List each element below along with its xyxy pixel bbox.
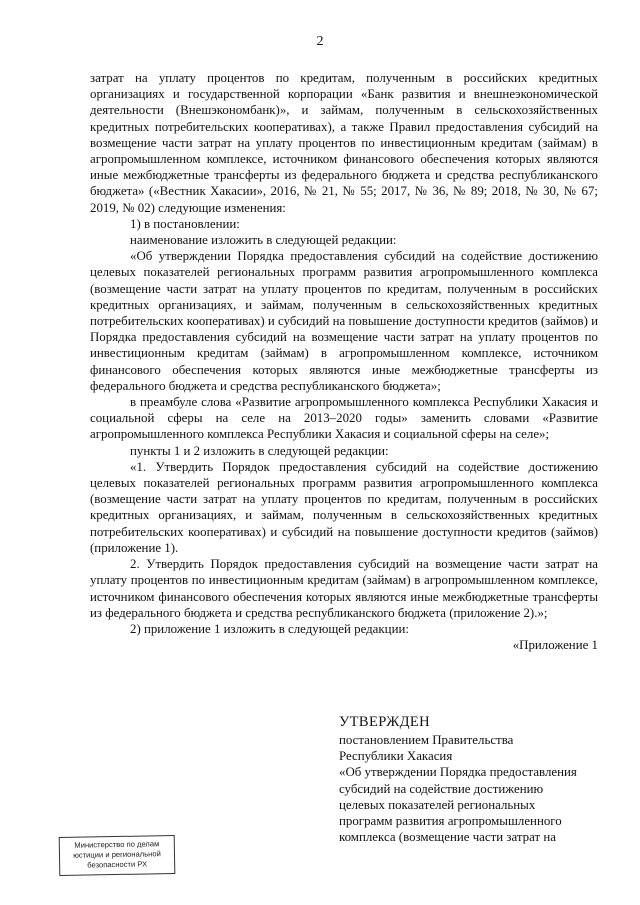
stamp-line: юстиции и региональной <box>73 849 161 860</box>
appendix-label: «Приложение 1 <box>512 638 598 653</box>
paragraph-intro: затрат на уплату процентов по кредитам, полученным в российских кредитных организациях и государственной корпорации «Банк развития и внешнеэкономической деятельности (Внешэкономбанк)», и займам, полученным в сельскохозяйственных кредитных потребительских кооперативах), а также Правил предоставления субсидий на возмещение части затрат на уплату процентов по инвестиционным кредитам (займам) в агропромышленном комплексе, источником финансового обеспечения которых являются иные межбюджетные трансферты из федерального бюджета и средства республиканского бюджета» («Вестник Хакасии», 2016, № 21, № 55; 2017, № 36, № 89; 2018, № 30, № 67; 2019, № 02) следующие изменения: <box>90 71 598 215</box>
stamp-line: Министерство по делам <box>74 839 160 850</box>
paragraph-title-change: наименование изложить в следующей редакции: <box>130 233 397 248</box>
approval-block <box>339 713 601 845</box>
paragraph-item-1: 1) в постановлении: <box>130 216 240 231</box>
approval-line: постановлением Правительства <box>339 733 514 747</box>
ministry-stamp <box>59 835 176 876</box>
paragraph-point-1: «1. Утвердить Порядок предоставления субсидий на содействие достижению целевых показателей региональных программ развития агропромышленного комплекса (возмещение части затрат на уплату процентов по кредитам, полученным в российских кредитных организациях, и займам, полученным в сельскохозяйственных кредитных потребительских кооперативах) и субсидий на повышение доступности кредитов (займов) (приложение 1). <box>90 459 598 555</box>
paragraph-preamble: в преамбуле слова «Развитие агропромышленного комплекса Республики Хакасия и социальной сферы на селе на 2013–2020 годы» заменить словами «Развитие агропромышленного комплекса Республики Хакасия и социальной сферы на селе»; <box>90 395 598 442</box>
page-number: 2 <box>316 34 324 49</box>
paragraph-new-title: «Об утверждении Порядка предоставления субсидий на содействие достижению целевых показателей региональных программ развития агропромышленного комплекса (возмещение части затрат на уплату процентов по кредитам, полученным в российских кредитных организациях, и займам, полученным в сельскохозяйственных кредитных потребительских кооперативах) и субсидий на повышение доступности кредитов (займов) и Порядка предоставления субсидий на возмещение части затрат на уплату процентов по инвестиционным кредитам (займам) в агропромышленном комплексе, источником финансового обеспечения которых являются иные межбюджетные трансферты из федерального бюджета и средства республиканского бюджета»; <box>90 249 598 393</box>
approval-line: целевых показателей региональных <box>339 797 536 812</box>
approval-line: программ развития агропромышленного <box>339 814 562 829</box>
approval-line: комплекса (возмещение части затрат на <box>339 830 556 845</box>
paragraph-item-2: 2) приложение 1 изложить в следующей редакции: <box>130 621 409 636</box>
paragraph-point-2: 2. Утвердить Порядок предоставления субсидий на возмещение части затрат на уплату процентов по инвестиционным кредитам (займам) в агропромышленном комплексе, источником финансового обеспечения которых являются иные межбюджетные трансферты из федерального бюджета и средства республиканского бюджета (приложение 2).»; <box>90 557 598 620</box>
approval-line: субсидий на содействие достижению <box>339 781 544 796</box>
approval-line: Республики Хакасия <box>339 749 453 764</box>
document-body <box>90 70 598 653</box>
approved-heading: УТВЕРЖДЕН <box>339 714 431 730</box>
paragraph-points-change: пункты 1 и 2 изложить в следующей редакции: <box>130 443 389 458</box>
approval-line: «Об утверждении Порядка предоставления <box>339 765 577 780</box>
stamp-line: безопасности РХ <box>87 859 148 870</box>
